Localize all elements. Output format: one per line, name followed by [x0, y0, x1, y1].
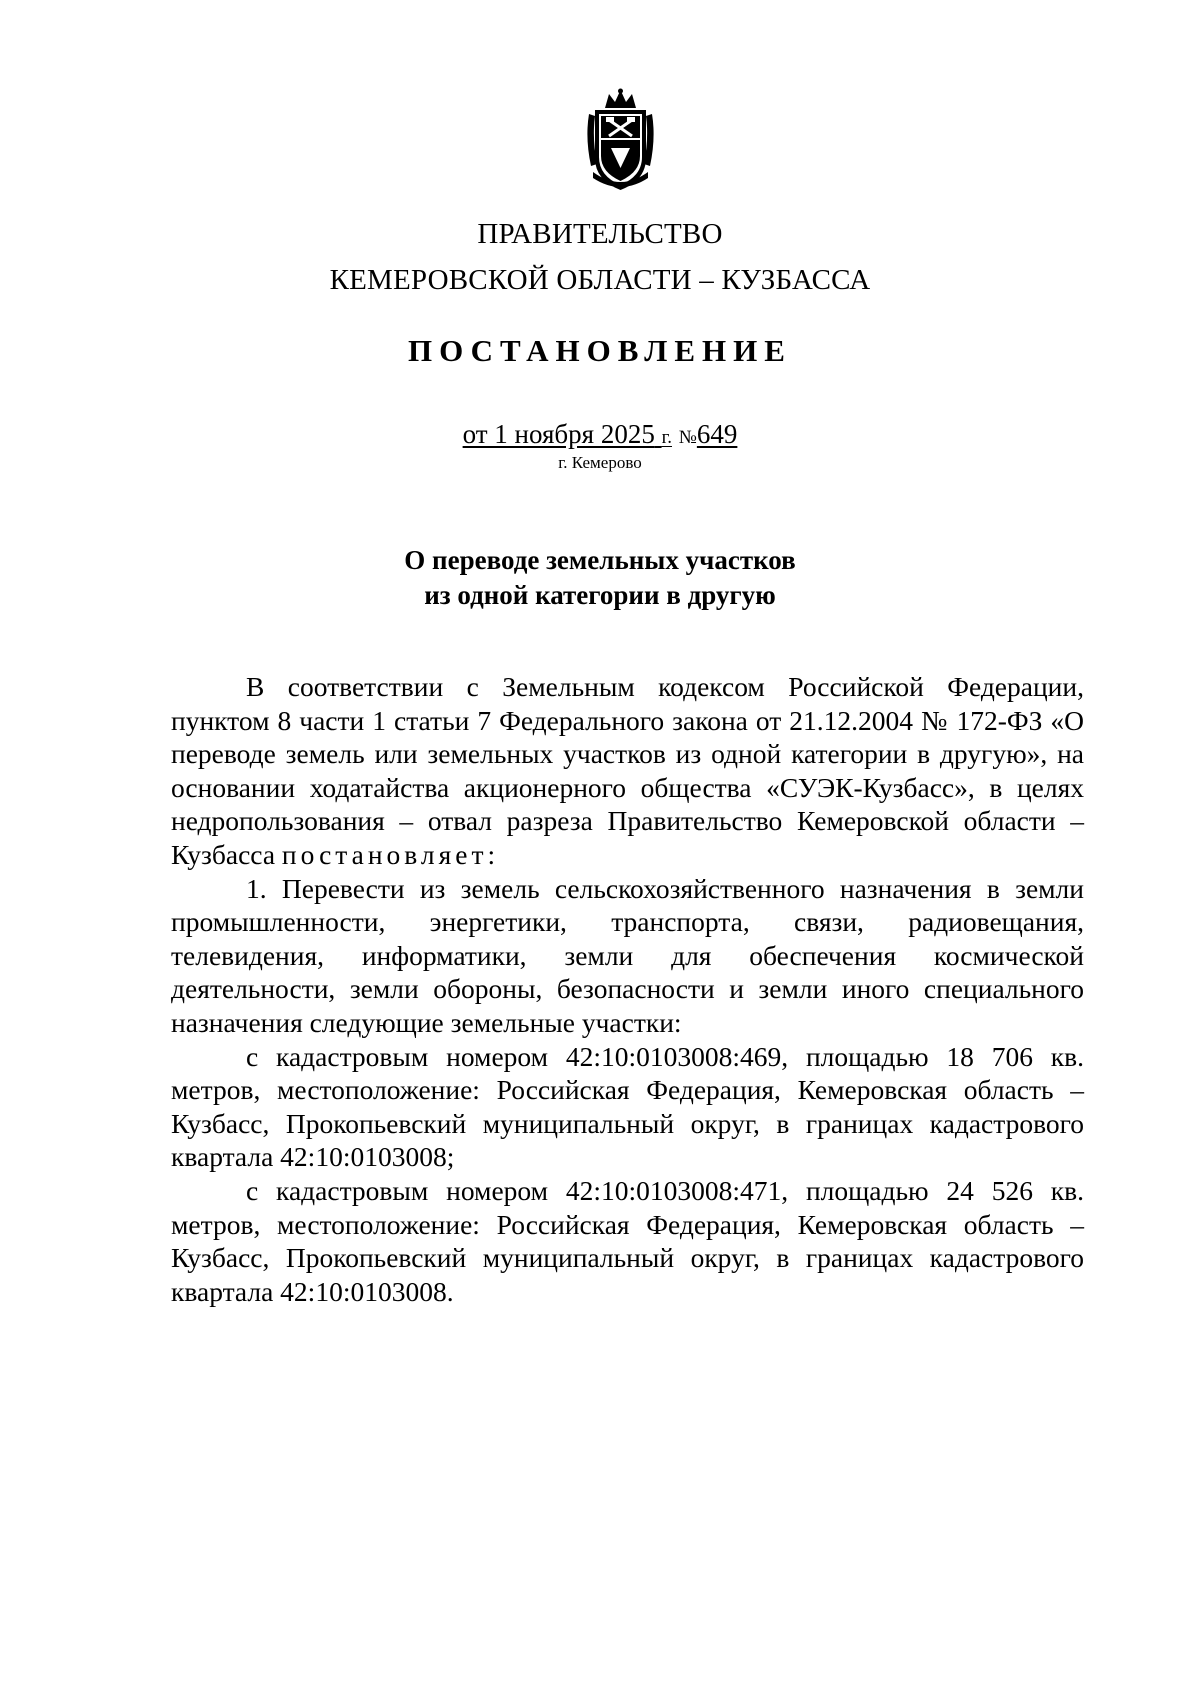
document-title-line-1: О переводе земельных участков	[404, 545, 796, 575]
parcel-1-paragraph: с кадастровым номером 42:10:0103008:469, площадью 18 706 кв. метров, местоположение: Российская Федерация, Кемеровская область – Кузбасс, Прокопьевский муниципальный округ, в границах кадастрового квартала 42:10:0103008;	[171, 1040, 1084, 1173]
document-body	[171, 670, 1084, 1308]
resolves-word: постановляет	[281, 838, 488, 870]
item-1-paragraph: 1. Перевести из земель сельскохозяйственного назначения в земли промышленности, энергетики, транспорта, связи, радиовещания, телевидения, информатики, земли для обеспечения космической деятельности, земли обороны, безопасности и земли иного специального назначения следующие земельные участки:	[171, 872, 1084, 1038]
parcel-2-paragraph: с кадастровым номером 42:10:0103008:471, площадью 24 526 кв. метров, местоположение: Российская Федерация, Кемеровская область – Кузбасс, Прокопьевский муниципальный округ, в границах кадастрового квартала 42:10:0103008.	[171, 1174, 1084, 1307]
document-number: 649	[696, 419, 738, 449]
document-date: от 1 ноября 2025	[462, 419, 655, 449]
document-title-line-2: из одной категории в другую	[424, 580, 776, 610]
authority-line-1: ПРАВИТЕЛЬСТВО	[477, 218, 723, 250]
year-suffix: г.	[661, 427, 672, 448]
coat-of-arms-icon	[583, 88, 658, 194]
date-number-line	[0, 417, 1200, 455]
preamble-text: В соответствии с Земельным кодексом Российской Федерации, пунктом 8 части 1 статьи 7 Федерального закона от 21.12.2004 № 172-ФЗ «О переводе земель или земельных участков из одной категории в другую», на основании ходатайства акционерного общества «СУЭК-Кузбасс», в целях недропользования – отвал разреза Правительство Кемеровской области – Кузбасса	[171, 671, 1084, 870]
preamble-paragraph	[171, 670, 1084, 872]
authority-line-2: КЕМЕРОВСКОЙ ОБЛАСТИ – КУЗБАССА	[329, 264, 871, 296]
number-sign: №	[678, 427, 697, 448]
city: г. Кемерово	[558, 453, 642, 472]
document-type: ПОСТАНОВЛЕНИЕ	[408, 333, 792, 368]
resolves-colon: :	[487, 838, 496, 870]
